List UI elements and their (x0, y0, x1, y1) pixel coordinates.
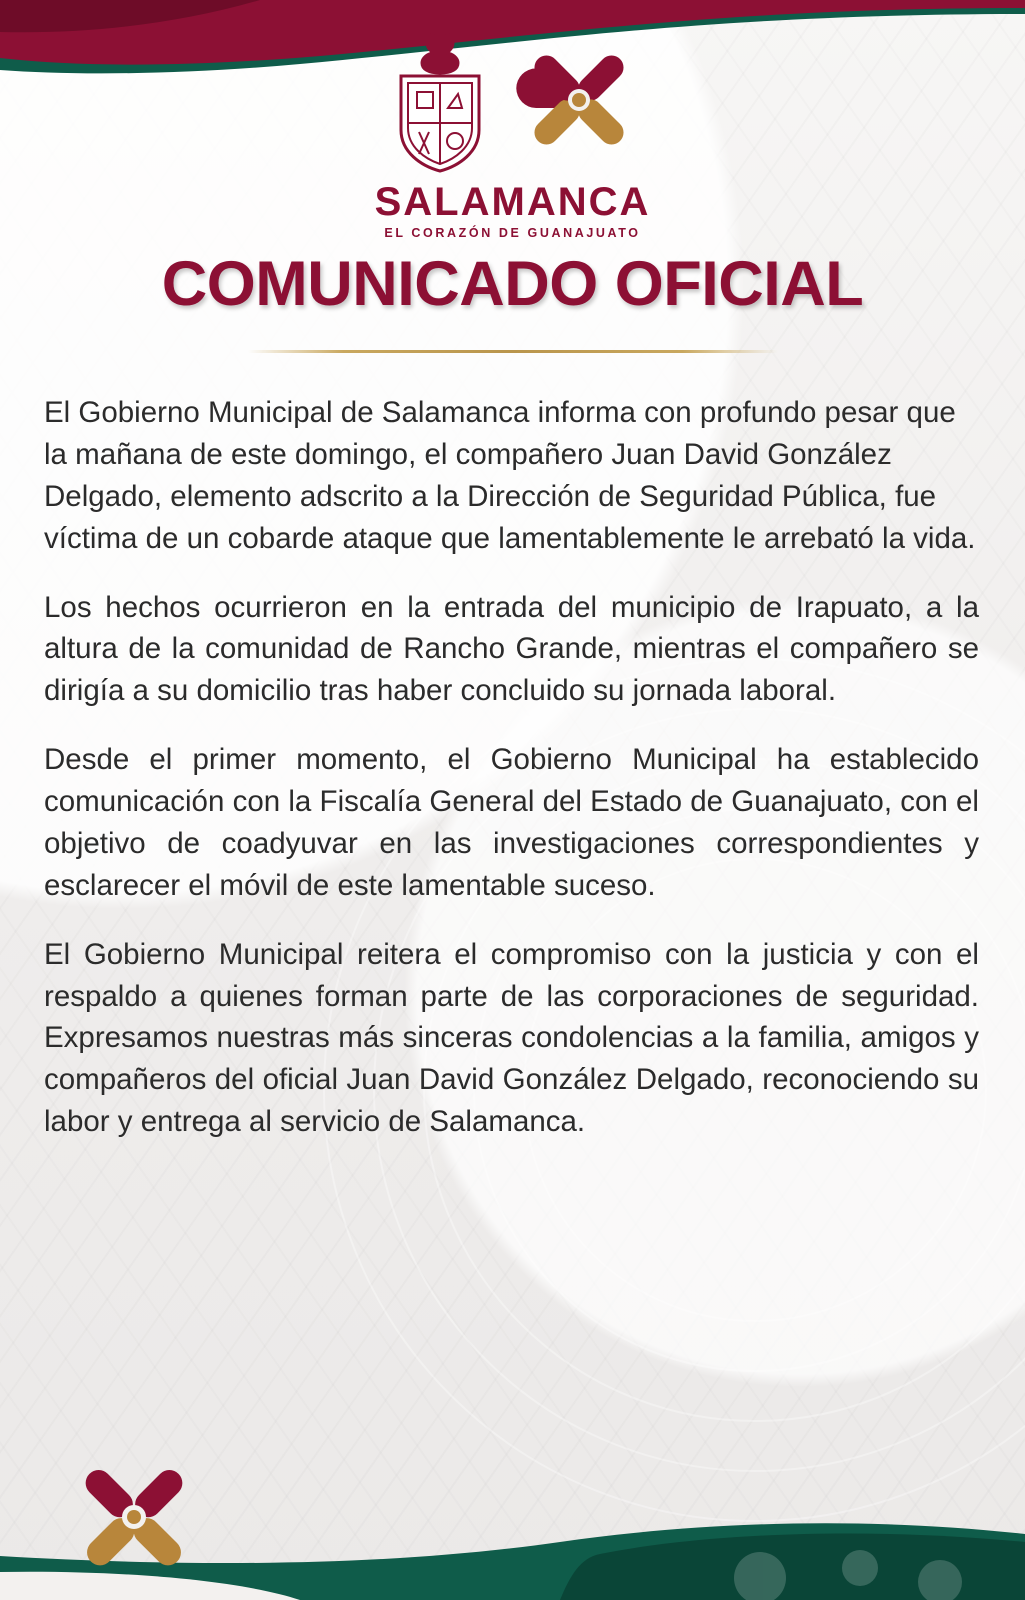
paragraph-4: El Gobierno Municipal reitera el compromiso con la justicia y con el respaldo a quienes forman parte de las corporaciones de seguridad. Expresamos nuestras más sinceras condolencias a la familia, amigos y compañeros del oficial Juan David González Delgado, reconociendo su labor y entrega al servicio de Salamanca. (44, 937, 979, 1139)
title-divider (248, 350, 778, 353)
paragraph-2: Los hechos ocurrieron en la entrada del municipio de Irapuato, a la altura de la comunidad de Rancho Grande, mientras el compañero se dirigía a su domicilio tras haber concluido su jornada laboral. (44, 590, 979, 708)
bottom-emblem (58, 1447, 208, 1582)
wordmark (375, 182, 651, 240)
logo-lockup (0, 28, 1025, 240)
communique-body (44, 392, 979, 1170)
city-tagline: EL CORAZÓN DE GUANAJUATO (384, 226, 641, 240)
page-title: COMUNICADO OFICIAL (161, 249, 864, 319)
city-name: SALAMANCA (374, 180, 651, 224)
paragraph-1: El Gobierno Municipal de Salamanca informa con profundo pesar que la mañana de este domingo, el compañero Juan David González Delgado, elemento adscrito a la Dirección de Seguridad Pública, fue víctima de un cobarde ataque que lamentablemente le arrebató la vida. (44, 396, 976, 555)
salamanca-coat-of-arms-icon (381, 26, 499, 179)
salamanca-four-petal-heart-emblem-icon (58, 1564, 208, 1581)
salamanca-four-petal-heart-emblem-icon (513, 34, 645, 171)
paragraph-3: Desde el primer momento, el Gobierno Municipal ha establecido comunicación con la Fiscalía General del Estado de Guanajuato, con el objetivo de coadyuvar en las investigaciones correspondientes y esclarecer el móvil de este lamentable suceso. (44, 743, 979, 902)
